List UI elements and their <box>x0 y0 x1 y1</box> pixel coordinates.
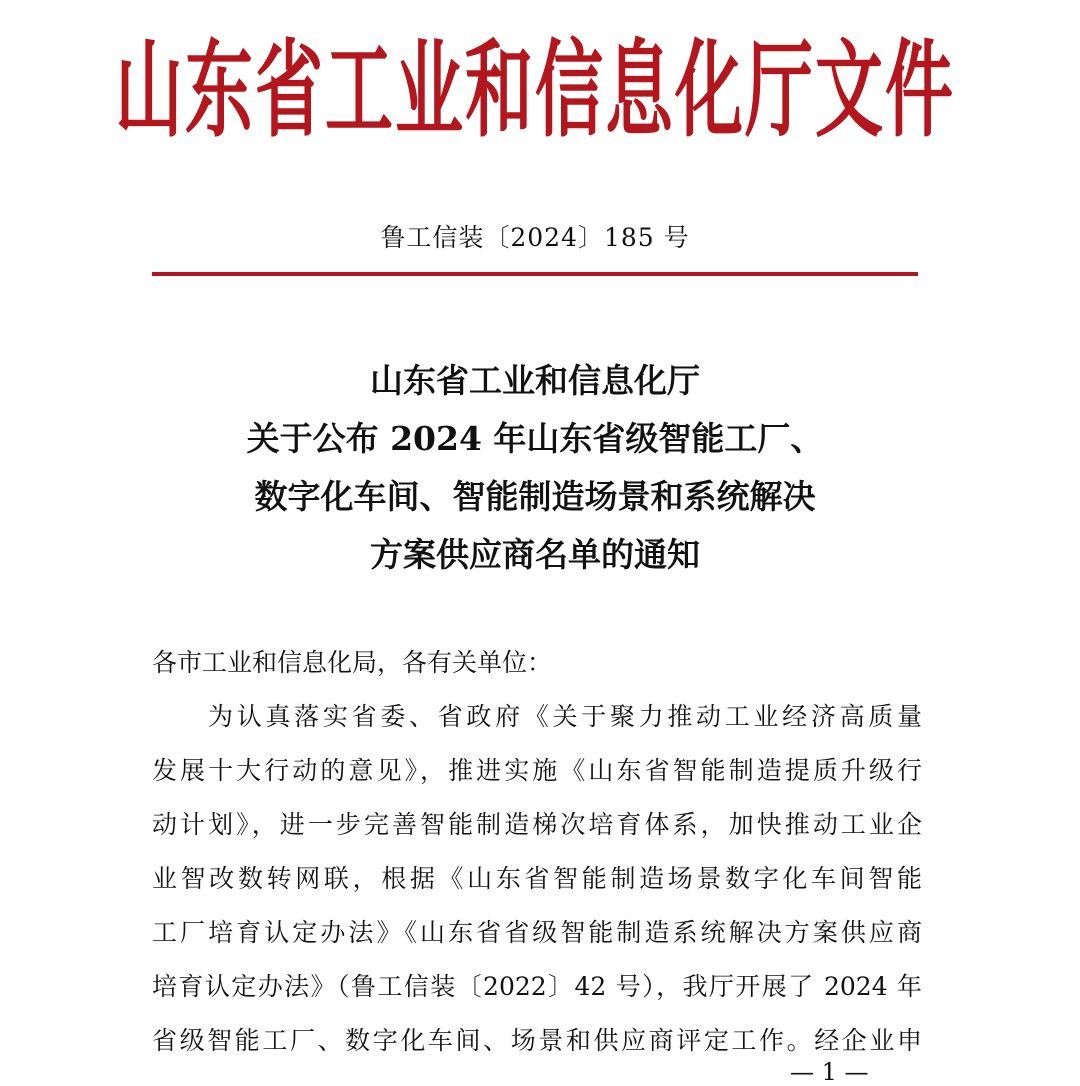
document-number: 鲁工信装〔2024〕185 号 <box>380 223 690 252</box>
title-line: 方案供应商名单的通知 <box>370 535 700 574</box>
title-line: 关于公布 2024 年山东省级智能工厂、 <box>246 419 824 458</box>
masthead <box>115 22 956 153</box>
body-line: 动计划》，进一步完善智能制造梯次培育体系，加快推动工业企 <box>152 810 922 839</box>
body-line: 培育认定办法》（鲁工信装〔2022〕42 号），我厅开展了 2024 年 <box>152 972 922 1001</box>
title-line: 数字化车间、智能制造场景和系统解决 <box>254 477 816 516</box>
notice-title <box>150 352 920 584</box>
salutation: 各市工业和信息化局，各有关单位： <box>152 648 553 677</box>
page-number: — 1 — <box>790 1058 869 1086</box>
body-line: 省级智能工厂、数字化车间、场景和供应商评定工作。经企业申 <box>152 1026 922 1055</box>
red-divider-line <box>152 272 918 276</box>
title-line: 山东省工业和信息化厅 <box>370 361 700 400</box>
body-line: 发展十大行动的意见》，推进实施《山东省智能制造提质升级行 <box>152 756 922 785</box>
body-line: 为认真落实省委、省政府《关于聚力推动工业经济高质量 <box>208 702 922 731</box>
body-line: 工厂培育认定办法》《山东省省级智能制造系统解决方案供应商 <box>152 918 922 947</box>
body-line: 业智改数转网联，根据《山东省智能制造场景数字化车间智能 <box>152 864 922 893</box>
masthead-title: 山东省工业和信息化厅文件 <box>115 28 956 153</box>
body-text <box>152 690 922 1068</box>
